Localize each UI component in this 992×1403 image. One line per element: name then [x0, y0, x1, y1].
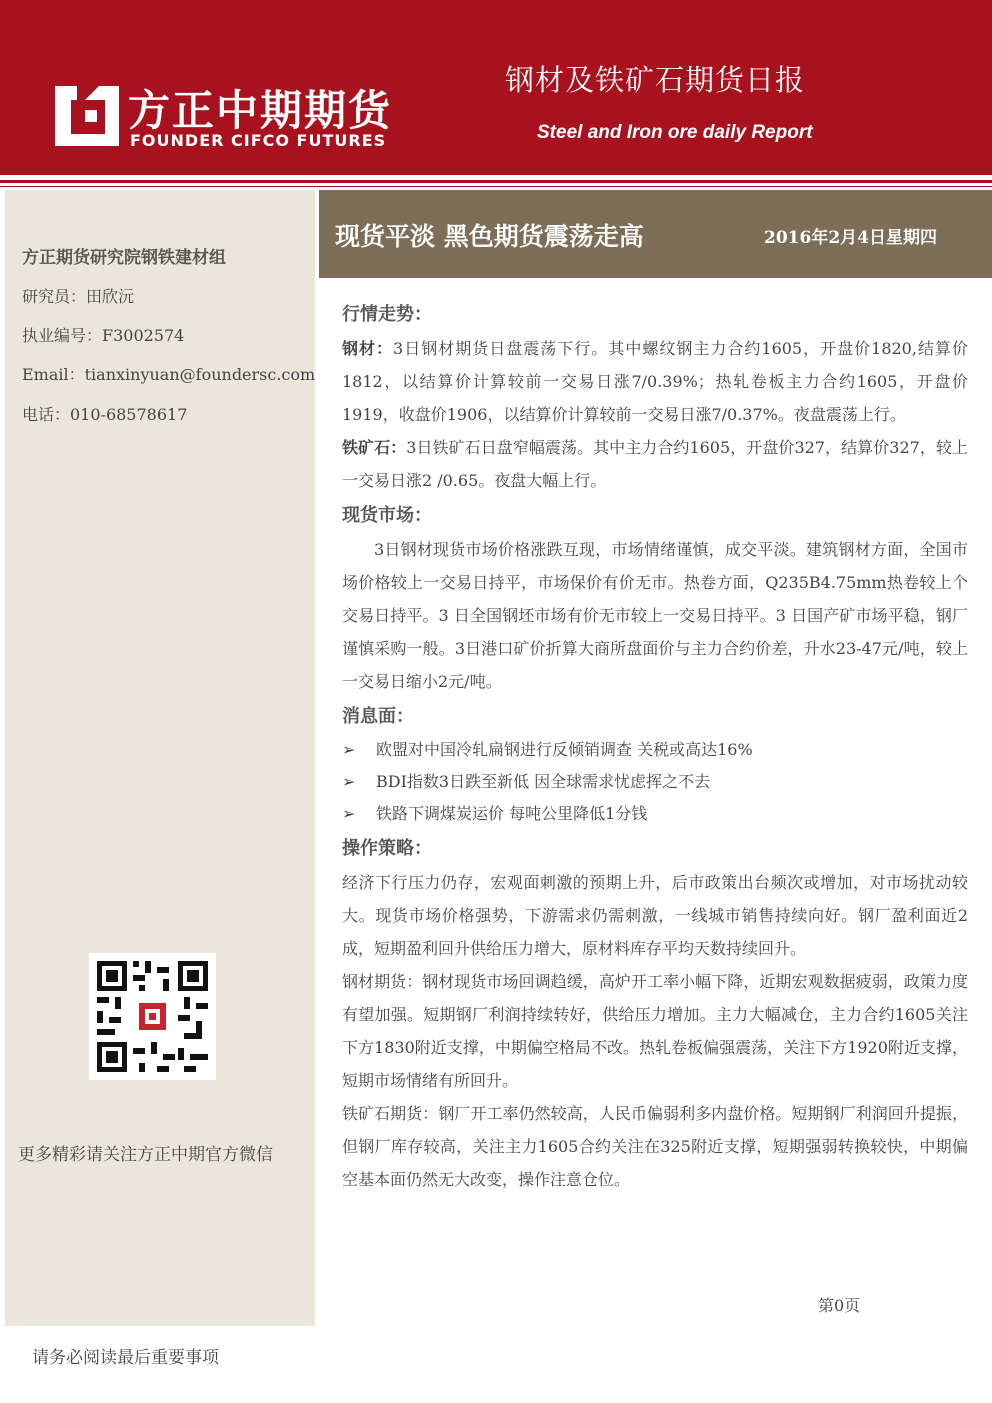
bullet-arrow-icon: ➢ [342, 772, 356, 791]
wechat-qr-code-icon[interactable] [89, 953, 216, 1080]
header-rule-thin [0, 186, 992, 187]
market-heading: 行情走势： [342, 304, 432, 325]
disclaimer-note: 请务必阅读最后重要事项 [32, 1348, 219, 1368]
ore-paragraph [342, 431, 968, 497]
ore-label: 铁矿石： [342, 438, 407, 457]
news-heading: 消息面： [342, 706, 414, 727]
company-name-en: FOUNDER CIFCO FUTURES [130, 131, 387, 150]
ore-text: 3日铁矿石日盘窄幅震荡。其中主力合约1605，开盘价327，结算价327，较上一交易日涨2 /0.65。夜盘大幅上行。 [342, 438, 968, 490]
spot-paragraph: 3日钢材现货市场价格涨跌互现，市场情绪谨慎，成交平淡。建筑钢材方面，全国市场价格较上一交易日持平，市场保价有价无市。热卷方面，Q235B4.75mm热卷较上个交易日持平。3 日全国钢坯市场有价无市较上一交易日持平。3 日国产矿市场平稳，钢厂谨慎采购一般。3日港口矿价折算大商所盘面价与主力合约价差，升水23-47元/吨，较上一交易日缩小2元/吨。 [342, 540, 968, 691]
spot-heading: 现货市场： [342, 505, 432, 526]
header-rule [0, 180, 992, 183]
page-number: 第0页 [818, 1296, 861, 1315]
license-number: 执业编号：F3002574 [22, 326, 185, 345]
news-list [342, 734, 968, 830]
steel-label: 钢材： [342, 339, 394, 358]
list-item: ➢ BDI指数3日跌至新低 因全球需求忧虑挥之不去 [342, 766, 968, 798]
report-title-cn: 钢材及铁矿石期货日报 [505, 63, 806, 97]
phone-number: 电话：010-68578617 [22, 405, 188, 424]
steel-paragraph [342, 332, 968, 431]
research-group: 方正期货研究院钢铁建材组 [22, 248, 226, 268]
company-logo-icon [55, 86, 119, 146]
ore-futures-paragraph: 铁矿石期货：钢厂开工率仍然较高，人民币偏弱利多内盘价格。短期钢厂利润回升提振，但钢厂库存较高，关注主力1605合约关注在325附近支撑，短期强弱转换较快，中期偏空基本面仍然无大改变，操作注意仓位。 [342, 1104, 968, 1189]
company-name-cn: 方正中期期货 [128, 86, 393, 135]
bullet-arrow-icon: ➢ [342, 740, 356, 759]
steel-futures-paragraph: 钢材期货：钢材现货市场回调趋缓，高炉开工率小幅下降，近期宏观数据疲弱，政策力度有望加强。短期钢厂利润持续转好，供给压力增加。主力大幅减仓，主力合约1605关注下方1830附近支撑，中期偏空格局不改。热轧卷板偏强震荡，关注下方1920附近支撑，短期市场情绪有所回升。 [342, 972, 968, 1090]
report-body [342, 296, 968, 1196]
report-title-en: Steel and Iron ore daily Report [537, 122, 813, 143]
report-headline: 现货平淡 黑色期货震荡走高 [335, 222, 644, 251]
researcher-name: 研究员：田欣沅 [22, 287, 135, 306]
email-address[interactable]: Email：tianxinyuan@foundersc.com [22, 365, 316, 384]
list-item: ➢ 铁路下调煤炭运价 每吨公里降低1分钱 [342, 798, 968, 830]
bullet-arrow-icon: ➢ [342, 804, 356, 823]
steel-text: 3日钢材期货日盘震荡下行。其中螺纹钢主力合约1605，开盘价1820,结算价1812，以结算价计算较前一交易日涨7/0.39%；热轧卷板主力合约1605，开盘价1919，收盘价1906，以结算价计算较前一交易日涨7/0.37%。夜盘震荡上行。 [342, 339, 968, 424]
strategy-heading: 操作策略： [342, 838, 432, 859]
strategy-paragraph: 经济下行压力仍存，宏观面刺激的预期上升，后市政策出台频次或增加，对市场扰动较大。现货市场价格强势，下游需求仍需刺激，一线城市销售持续向好。钢厂盈利面近2成，短期盈利回升供给压力增大，原材料库存平均天数持续回升。 [342, 873, 968, 958]
wechat-follow-text: 更多精彩请关注方正中期官方微信 [18, 1145, 273, 1165]
list-item: ➢ 欧盟对中国冷轧扁钢进行反倾销调查 关税或高达16% [342, 734, 968, 766]
report-date: 2016年2月4日星期四 [764, 228, 937, 248]
